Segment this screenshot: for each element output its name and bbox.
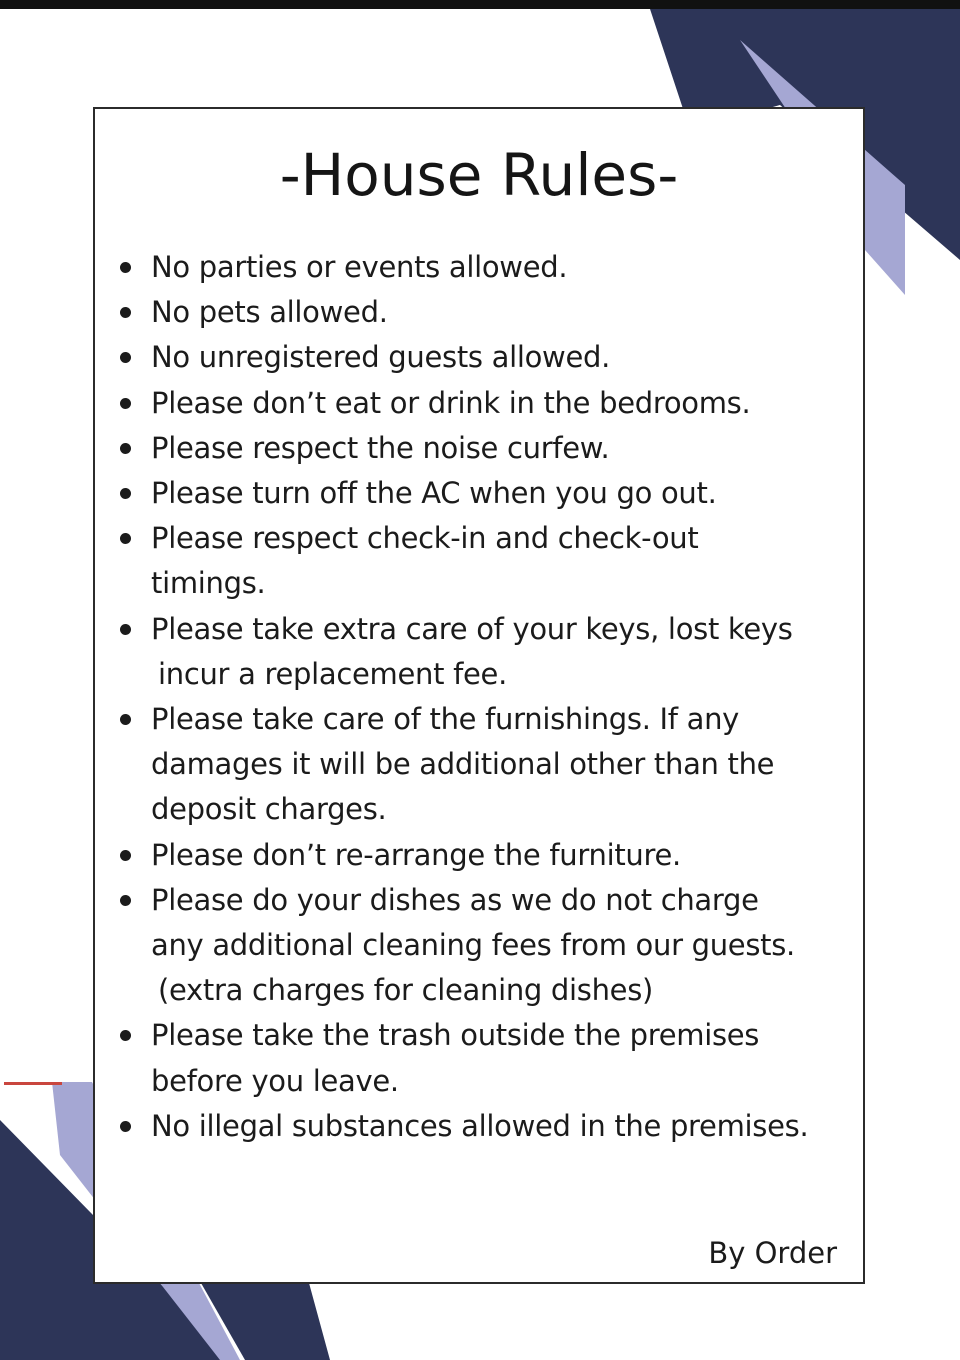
bullet-icon xyxy=(120,714,131,725)
rules-card xyxy=(93,107,865,1284)
rule-text-line: any additional cleaning fees from our guests. xyxy=(151,928,795,963)
rule-item xyxy=(151,1013,871,1103)
rule-text-line: Please don’t re-arrange the furniture. xyxy=(151,837,681,872)
rule-text-line: No unregistered guests allowed. xyxy=(151,340,611,375)
rule-text-line: Please respect check-in and check-out xyxy=(151,521,699,556)
bullet-icon xyxy=(120,443,131,454)
rule-text-line: Please do your dishes as we do not charge xyxy=(151,882,759,917)
bullet-icon xyxy=(120,398,131,409)
rule-text-line: incur a replacement fee. xyxy=(158,656,508,691)
rule-text-line: No pets allowed. xyxy=(151,295,388,330)
page-title: -House Rules- xyxy=(279,141,679,209)
rule-item xyxy=(151,697,871,833)
bullet-icon xyxy=(120,895,131,906)
rule-item xyxy=(151,1104,871,1149)
rule-item xyxy=(151,878,871,1014)
rule-text-line: Please take extra care of your keys, lost keys xyxy=(151,611,793,646)
rule-item xyxy=(151,381,871,426)
bullet-icon xyxy=(120,488,131,499)
rule-item xyxy=(151,290,871,335)
rule-item xyxy=(151,833,871,878)
sign-off: By Order xyxy=(708,1236,837,1270)
bullet-icon xyxy=(120,1030,131,1041)
rule-text-line: Please take care of the furnishings. If any xyxy=(151,702,740,737)
rule-text-line: No illegal substances allowed in the premises. xyxy=(151,1108,809,1143)
bullet-icon xyxy=(120,352,131,363)
rule-item xyxy=(151,607,871,697)
rule-text-line: timings. xyxy=(151,566,266,601)
rule-item xyxy=(151,516,871,606)
bullet-icon xyxy=(120,850,131,861)
rule-text-line: before you leave. xyxy=(151,1063,399,1098)
rule-item xyxy=(151,245,871,290)
rule-text-line: damages it will be additional other than the xyxy=(151,747,775,782)
bullet-icon xyxy=(120,624,131,635)
rule-text-line: Please don’t eat or drink in the bedrooms. xyxy=(151,385,751,420)
rule-item xyxy=(151,471,871,516)
rule-text-line: No parties or events allowed. xyxy=(151,250,568,284)
rule-item xyxy=(151,426,871,471)
rule-text-line: Please respect the noise curfew. xyxy=(151,430,610,465)
rule-text-line: (extra charges for cleaning dishes) xyxy=(158,973,654,1008)
rule-text-line: Please take the trash outside the premises xyxy=(151,1018,760,1053)
rule-text-line: Please turn off the AC when you go out. xyxy=(151,476,717,511)
red-pen-mark xyxy=(4,1082,62,1085)
bullet-icon xyxy=(120,1121,131,1132)
bullet-icon xyxy=(120,262,131,273)
rule-item xyxy=(151,335,871,380)
bullet-icon xyxy=(120,307,131,318)
rule-text-line: deposit charges. xyxy=(151,792,387,827)
rules-list xyxy=(151,245,871,1149)
bullet-icon xyxy=(120,533,131,544)
